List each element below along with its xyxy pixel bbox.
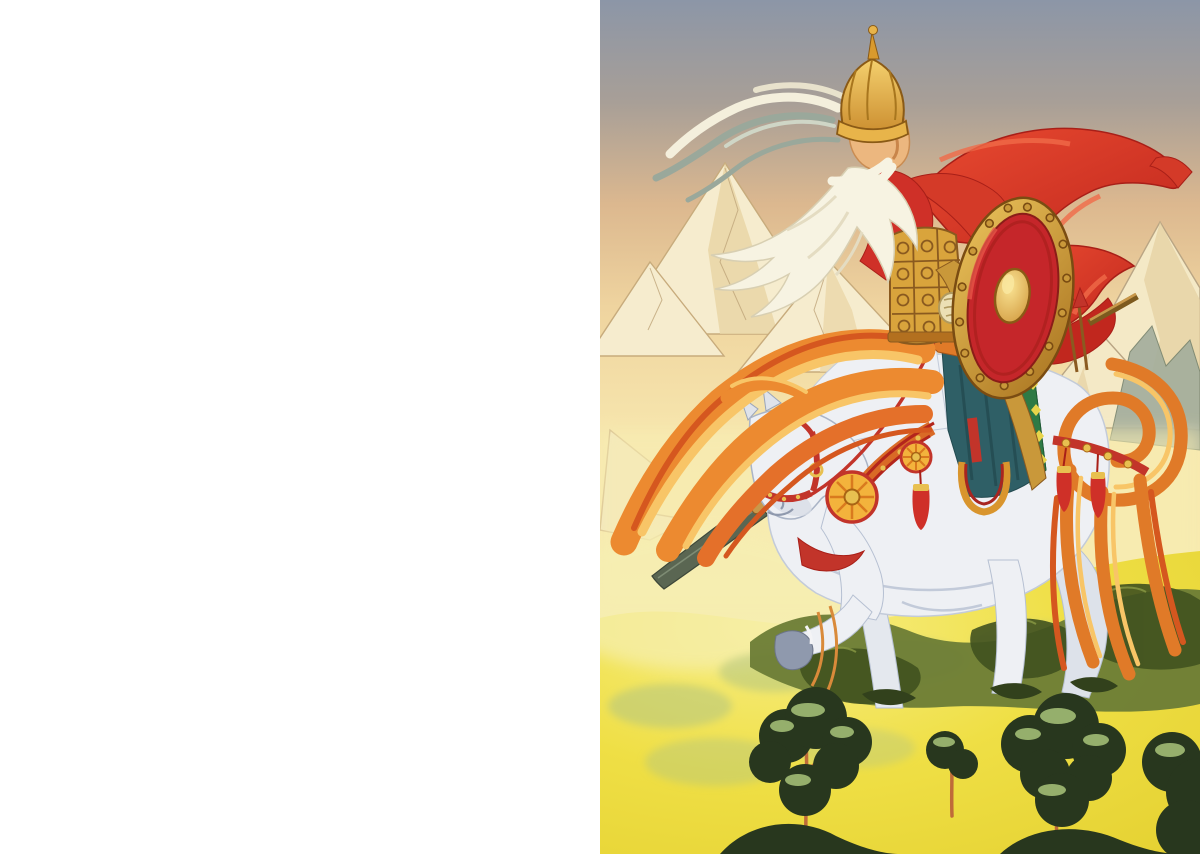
illustration-svyatogor bbox=[600, 0, 1200, 854]
drop-cap bbox=[80, 178, 144, 260]
right-page bbox=[600, 0, 1200, 854]
left-page bbox=[80, 0, 567, 854]
